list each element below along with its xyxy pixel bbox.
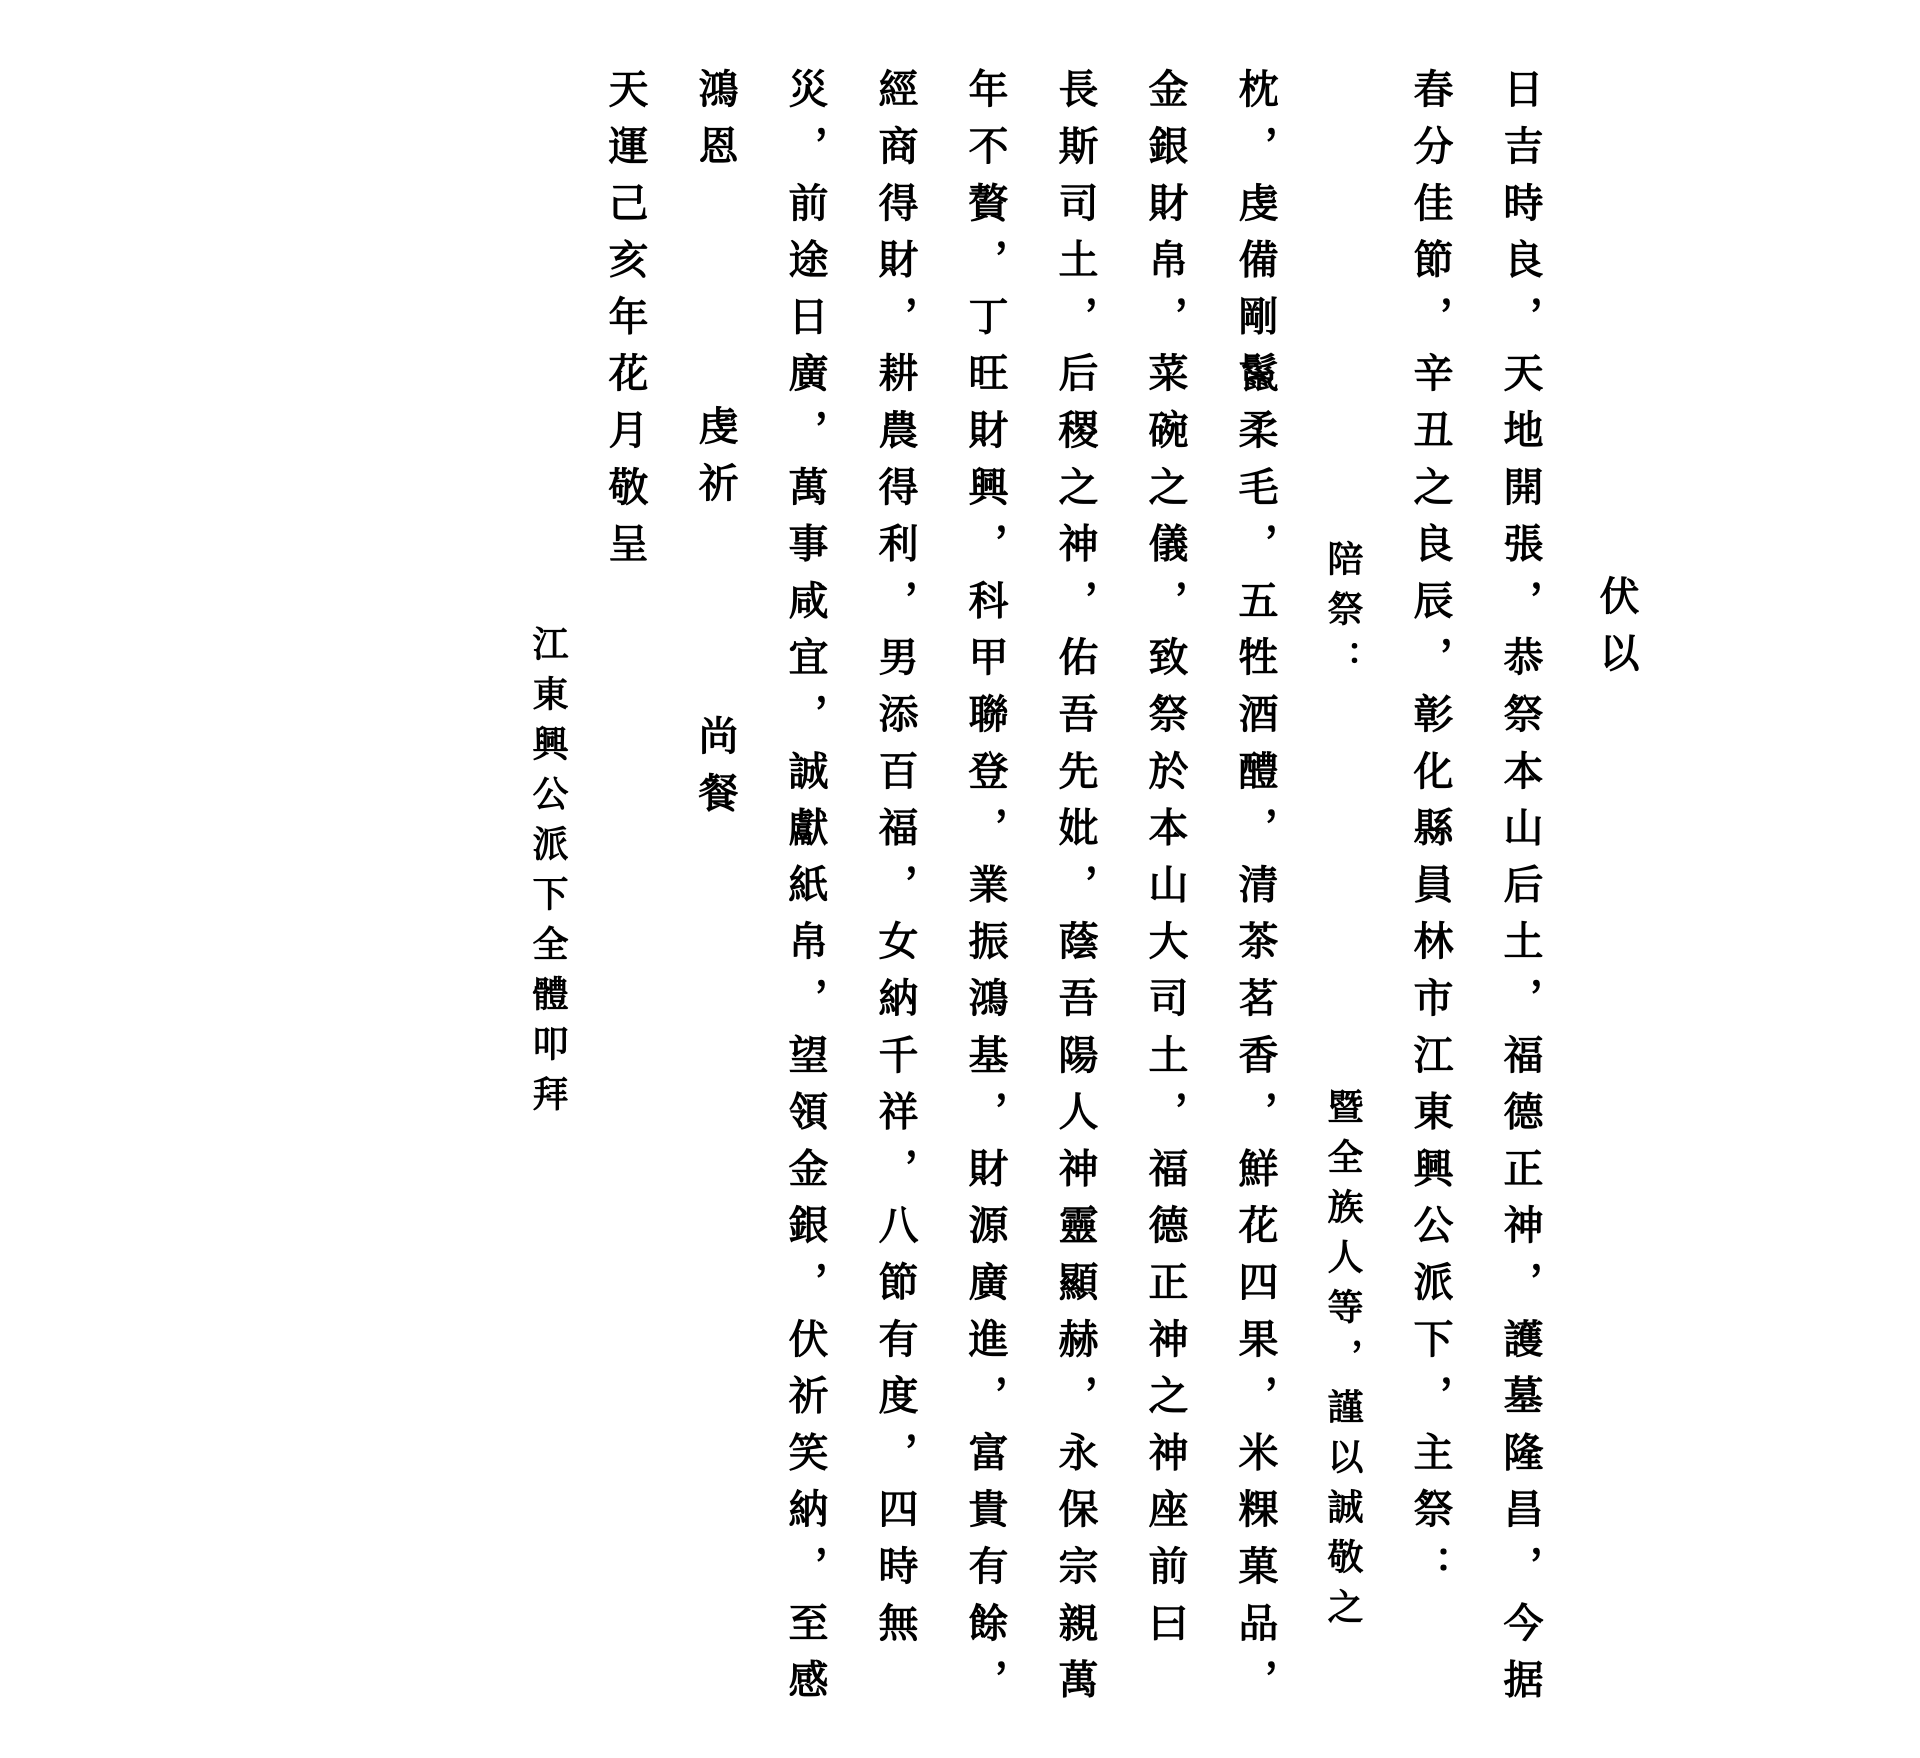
text-column-assistant-label: 陪祭： [1322, 540, 1364, 690]
text-column-offering: 尚餐 [692, 715, 739, 829]
text-column-gratitude: 鴻恩 [692, 68, 739, 182]
text-column-pray: 虔祈 [692, 405, 739, 519]
text-column-1: 日吉時良，天地開張，恭祭本山后土，福德正神，護墓隆昌，今据 [1497, 68, 1544, 1716]
text-column-2: 春分佳節，辛丑之良辰，彰化縣員林市江東興公派下，主祭： [1407, 68, 1454, 1602]
text-column-5: 長斯司土，后稷之神，佑吾先妣，蔭吾陽人神靈顯赫，永保宗親萬 [1052, 68, 1099, 1716]
text-column-6: 年不贅，丁旺財興，科甲聯登，業振鴻基，財源廣進，富貴有餘， [962, 68, 1009, 1716]
text-column-signature: 江東興公派下全體叩拜 [527, 625, 569, 1125]
text-column-8: 災，前途日廣，萬事咸宜，誠獻紙帛，望領金銀，伏祈笑納，至感 [782, 68, 829, 1716]
text-column-clan: 暨全族人等，謹以誠敬之 [1322, 1088, 1364, 1638]
text-column-4: 金銀財帛，菜碗之儀，致祭於本山大司土，福德正神之神座前曰 [1142, 68, 1189, 1659]
text-column-7: 經商得財，耕農得利，男添百福，女納千祥，八節有度，四時無 [872, 68, 919, 1659]
text-column-opening: 伏以 [1593, 575, 1640, 689]
text-column-3: 枕，虔備剛鬣柔毛，五牲酒醴，清茶茗香，鮮花四果，米粿菓品， [1232, 68, 1279, 1716]
text-column-date: 天運己亥年花月敬呈 [602, 68, 649, 580]
